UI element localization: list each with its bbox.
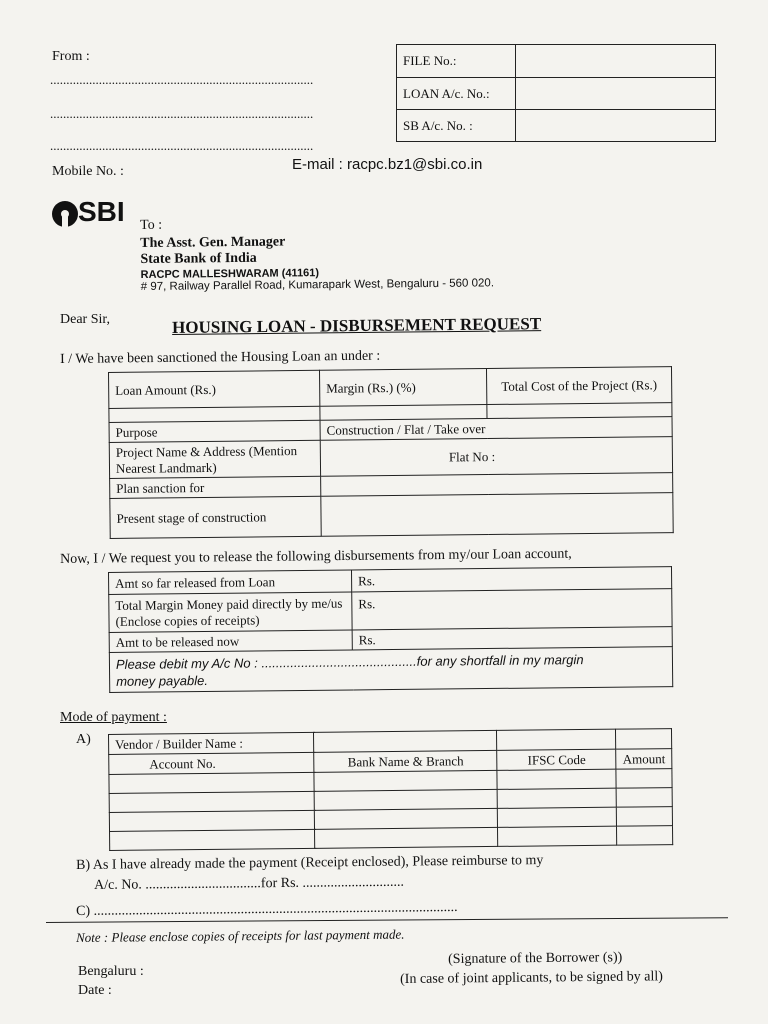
page-title: HOUSING LOAN - DISBURSEMENT REQUEST bbox=[172, 314, 542, 337]
table-row-amount[interactable] bbox=[617, 807, 673, 827]
disbursement-table bbox=[108, 566, 673, 693]
vendor-extra-cell bbox=[497, 729, 616, 750]
from-line-1[interactable]: ................................................................................. bbox=[50, 72, 314, 87]
amt-released-label: Amt so far released from Loan bbox=[109, 570, 352, 595]
amt-to-release-value[interactable]: Rs. bbox=[352, 627, 672, 650]
vendor-label bbox=[109, 732, 315, 754]
to-label: To : bbox=[140, 217, 163, 233]
salutation: Dear Sir, bbox=[60, 312, 110, 327]
total-cost-header: Total Cost of the Project (Rs.) bbox=[486, 367, 671, 405]
bank-name-header: Bank Name & Branch bbox=[314, 750, 497, 772]
table-row-ifsc[interactable] bbox=[498, 826, 617, 846]
to-line-4: # 97, Railway Parallel Road, Kumarapark West, Bengaluru - 560 020. bbox=[140, 277, 495, 293]
table-row-bank[interactable] bbox=[314, 770, 497, 791]
account-no-header bbox=[109, 752, 315, 774]
table-row-amount[interactable] bbox=[617, 826, 673, 846]
date-label: Date : bbox=[78, 983, 112, 998]
ifsc-header: IFSC Code bbox=[497, 749, 616, 770]
table-row-ifsc[interactable] bbox=[497, 769, 616, 789]
email-text: E-mail : racpc.bz1@sbi.co.in bbox=[292, 156, 483, 173]
vendor-name-value[interactable] bbox=[314, 730, 497, 752]
file-no-value[interactable] bbox=[516, 45, 716, 78]
from-line-3[interactable]: ................................................................................. bbox=[50, 138, 314, 153]
margin-paid-label: Total Margin Money paid directly by me/us (Enclose copies of receipts) bbox=[109, 592, 352, 633]
loan-ac-value[interactable] bbox=[516, 78, 716, 110]
from-line-2[interactable]: ................................................................................. bbox=[50, 106, 314, 121]
table-row-amount[interactable] bbox=[616, 788, 672, 808]
table-row-ifsc[interactable] bbox=[498, 807, 617, 827]
file-info-box bbox=[396, 44, 716, 142]
vendor-extra-cell-2 bbox=[616, 729, 672, 750]
amt-released-value[interactable]: Rs. bbox=[351, 567, 671, 592]
loan-amount-header: Loan Amount (Rs.) bbox=[109, 370, 320, 408]
request-text: Now, I / We request you to release the following disbursements from my/our Loan account, bbox=[60, 546, 572, 567]
present-stage-label: Present stage of construction bbox=[110, 496, 321, 538]
sbi-logo bbox=[52, 196, 125, 228]
option-b-line-1: B) As I have already made the payment (Receipt enclosed), Please reimburse to my bbox=[76, 853, 544, 873]
option-a-label: A) bbox=[76, 732, 91, 747]
vendor-table bbox=[108, 728, 673, 851]
from-label: From : bbox=[52, 49, 90, 64]
flat-no-field[interactable]: Flat No : bbox=[320, 437, 672, 477]
debit-instruction[interactable] bbox=[109, 647, 672, 693]
signature-note: (In case of joint applicants, to be signed by all) bbox=[400, 969, 663, 987]
note-text: Note : Please enclose copies of receipts for last payment made. bbox=[76, 926, 405, 945]
option-c-line[interactable]: C) ........................................................................................................ bbox=[76, 900, 458, 919]
purpose-label: Purpose bbox=[109, 420, 320, 442]
loan-ac-label: LOAN A/c. No.: bbox=[397, 78, 516, 110]
debit-line-2: money payable. bbox=[116, 672, 208, 689]
table-row-account[interactable] bbox=[110, 829, 316, 850]
sbi-logo-text: SBI bbox=[78, 196, 125, 227]
table-row-account[interactable] bbox=[109, 791, 315, 812]
table-row-bank[interactable] bbox=[315, 827, 498, 848]
table-row-ifsc[interactable] bbox=[497, 788, 616, 808]
table-row-account[interactable] bbox=[109, 772, 315, 793]
mobile-label: Mobile No. : bbox=[52, 164, 124, 179]
present-stage-value[interactable] bbox=[321, 493, 673, 537]
file-no-label: FILE No.: bbox=[397, 45, 516, 78]
intro-text: I / We have been sanctioned the Housing Loan an under : bbox=[60, 348, 381, 367]
margin-header: Margin (Rs.) (%) bbox=[319, 369, 486, 407]
sbi-keyhole-icon bbox=[52, 201, 78, 227]
table-row-amount[interactable] bbox=[616, 769, 672, 789]
project-label: Project Name & Address (Mention Nearest Landmark) bbox=[109, 440, 320, 478]
table-row-bank[interactable] bbox=[314, 789, 497, 810]
debit-line-1: Please debit my A/c No : ...........................................for any shortfall in my margin bbox=[115, 651, 584, 672]
mode-heading: Mode of payment : bbox=[60, 710, 167, 725]
loan-details-table bbox=[108, 366, 674, 539]
plan-sanction-label: Plan sanction for bbox=[110, 476, 321, 498]
margin-paid-value[interactable]: Rs. bbox=[352, 589, 672, 630]
to-line-3: RACPC MALLESHWARAM (41161) bbox=[140, 267, 320, 281]
table-row-account[interactable] bbox=[109, 810, 315, 831]
amount-header: Amount bbox=[616, 749, 672, 770]
signature-label: (Signature of the Borrower (s)) bbox=[448, 950, 623, 967]
amt-to-release-label: Amt to be released now bbox=[109, 630, 352, 653]
sb-ac-label: SB A/c. No. : bbox=[397, 110, 516, 142]
vendor-name-label: Vendor / Builder Name : bbox=[115, 735, 243, 752]
account-no-header-text: Account No. bbox=[149, 755, 216, 772]
purpose-value[interactable]: Construction / Flat / Take over bbox=[320, 417, 672, 441]
to-line-2: State Bank of India bbox=[140, 250, 257, 267]
sb-ac-value[interactable] bbox=[516, 110, 716, 142]
to-block bbox=[140, 214, 494, 293]
option-b-line-2[interactable]: A/c. No. .................................for Rs. ............................. bbox=[94, 874, 405, 893]
place-label: Bengaluru : bbox=[78, 964, 144, 979]
table-row-bank[interactable] bbox=[315, 808, 498, 829]
to-line-1: The Asst. Gen. Manager bbox=[140, 234, 286, 251]
